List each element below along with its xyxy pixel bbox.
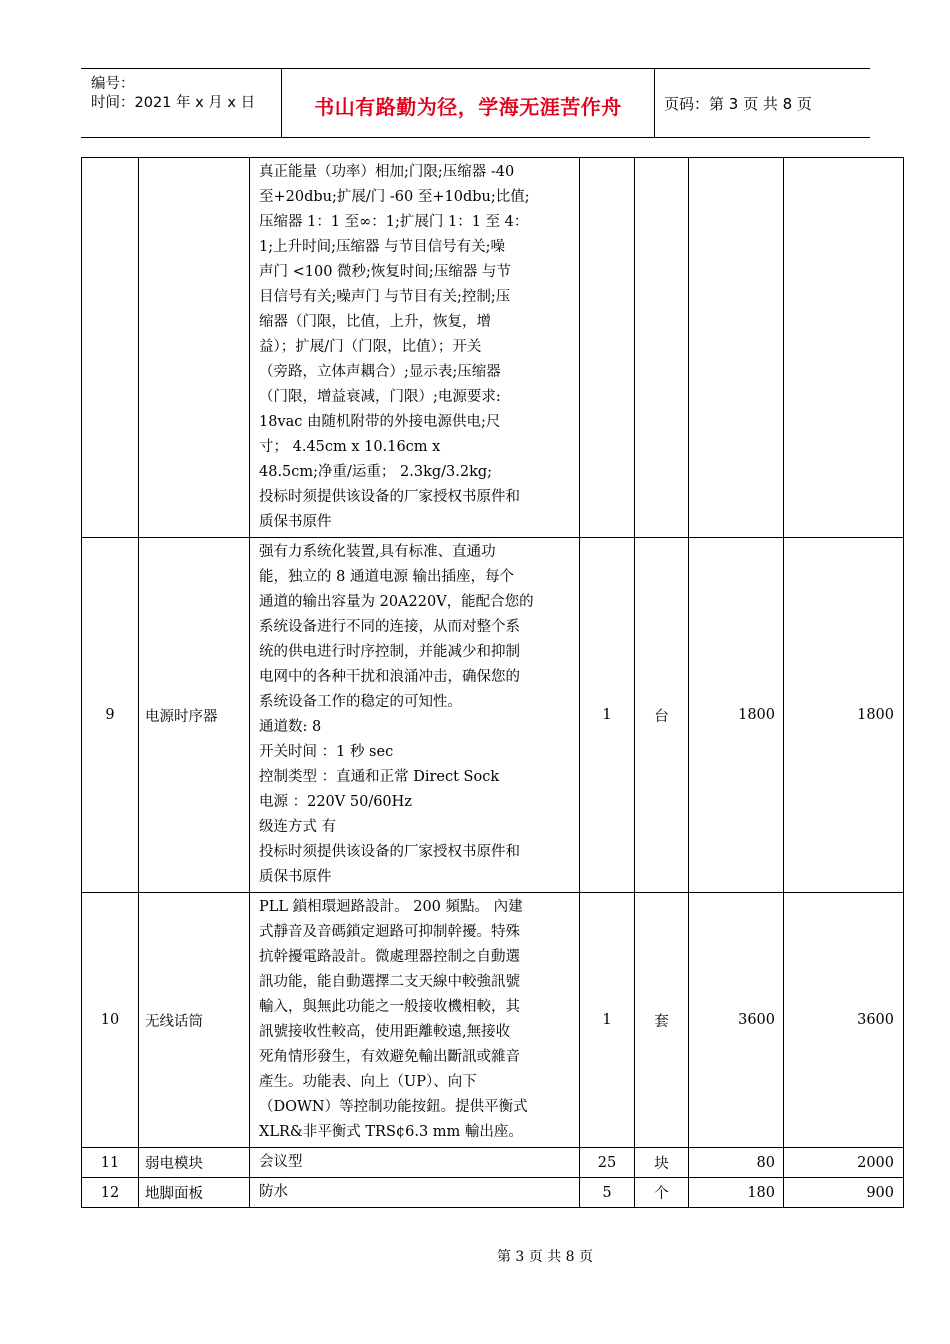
description-line: 死角情形發生，有效避免輸出斷訊或雜音: [259, 1049, 520, 1065]
description-line: 统的供电进行时序控制，并能减少和抑制: [259, 644, 520, 660]
item-quantity-cell: [580, 538, 635, 893]
item-name: 电源时序器: [145, 708, 218, 725]
description-line: 目信号有关;噪声门 与节目有关;控制;压: [259, 289, 511, 305]
description-line: （DOWN）等控制功能按鈕。提供平衡式: [259, 1099, 528, 1115]
row-number: 10: [100, 1012, 120, 1028]
description-line: 声门 <100 微秒;恢复时间;压缩器 与节: [259, 264, 511, 280]
description-line: 1;上升时间;压缩器 与节目信号有关;噪: [259, 239, 505, 255]
description-line: 控制类型 ：直通和正常 Direct Sock: [259, 769, 500, 785]
total-price-cell: [784, 158, 904, 538]
description-line: 48.5cm;净重/运重； 2.3kg/3.2kg;: [259, 464, 493, 480]
item-unit-cell: [635, 1178, 689, 1208]
description-line: 通道数: 8: [259, 719, 322, 735]
description-line: 缩器（门限，比值，上升，恢复，增: [259, 314, 491, 330]
item-description-cell: [250, 893, 580, 1148]
item-quantity: 1: [602, 707, 612, 723]
item-description-cell: [250, 1178, 580, 1208]
item-quantity-cell: [580, 893, 635, 1148]
description-line: 式靜音及音碼鎖定迴路可抑制幹擾。特殊: [259, 924, 520, 940]
total-price-cell: [784, 1178, 904, 1208]
page-footer: [0, 1246, 950, 1266]
row-number: 9: [105, 707, 115, 723]
motto-text: 书山有路勤为径，学海无涯苦作舟: [314, 95, 622, 119]
item-unit-cell: [635, 1148, 689, 1178]
description-line: 真正能量（功率）相加;门限;压缩器 -40: [259, 164, 515, 180]
description-line: 系统设备进行不同的连接，从而对整个系: [259, 619, 520, 635]
item-name-cell: [139, 893, 250, 1148]
item-unit: 块: [654, 1156, 669, 1172]
unit-price-cell: [689, 1148, 784, 1178]
row-number-cell: [82, 1178, 139, 1208]
header-motto-cell: [282, 69, 655, 137]
item-name-cell: [139, 158, 250, 538]
description-line: 抗幹擾電路設計。微處理器控制之自動選: [259, 949, 520, 965]
description-line: 投标时须提供该设备的厂家授权书原件和: [259, 489, 520, 505]
header-page-info: 页码：第 3 页 共 8 页: [664, 95, 812, 113]
total-price: 2000: [857, 1154, 894, 1171]
equipment-table: [81, 157, 904, 1208]
description-line: （旁路，立体声耦合）;显示表;压缩器: [259, 364, 501, 380]
unit-price-cell: [689, 1178, 784, 1208]
item-name-cell: [139, 1148, 250, 1178]
footer-page-number: 第 3 页 共 8 页: [496, 1249, 594, 1265]
description-line: 訊功能，能自動選擇二支天線中較強訊號: [259, 974, 520, 990]
description-line: 訊號接收性較高，使用距離較遠,無接收: [259, 1024, 511, 1040]
serial-label: 编号：: [91, 76, 135, 92]
description-line: 压缩器 1：1 至∞：1;扩展门 1：1 至 4：: [259, 214, 529, 230]
description-line: 强有力系统化装置,具有标准、直通功: [259, 544, 496, 560]
item-name-cell: [139, 1178, 250, 1208]
total-price-cell: [784, 538, 904, 893]
item-quantity-cell: [580, 158, 635, 538]
item-description-cell: [250, 1148, 580, 1178]
unit-price-cell: [689, 893, 784, 1148]
description-line: 质保书原件: [259, 514, 332, 530]
date-line: 时间：2021 年 x 月 x 日: [91, 95, 256, 111]
description-line: 投标时须提供该设备的厂家授权书原件和: [259, 844, 520, 860]
item-quantity: 5: [602, 1184, 612, 1201]
page-header: [81, 68, 870, 138]
description-line: 能，独立的 8 通道电源 输出插座，每个: [259, 569, 515, 585]
item-unit: 套: [654, 1013, 669, 1030]
description-line: 会议型: [259, 1154, 303, 1170]
description-line: 级连方式 有: [259, 819, 337, 835]
table-row: [82, 538, 904, 893]
row-number-cell: [82, 1148, 139, 1178]
item-name: 地脚面板: [145, 1186, 203, 1202]
table-row: [82, 1148, 904, 1178]
unit-price-cell: [689, 158, 784, 538]
description-line: 防水: [259, 1184, 288, 1200]
item-quantity-cell: [580, 1178, 635, 1208]
row-number-cell: [82, 158, 139, 538]
unit-price: 80: [756, 1154, 775, 1171]
table-row: [82, 1178, 904, 1208]
item-unit: 个: [654, 1186, 669, 1202]
item-unit-cell: [635, 893, 689, 1148]
total-price: 900: [866, 1184, 894, 1201]
unit-price-cell: [689, 538, 784, 893]
table-row: [82, 893, 904, 1148]
row-number-cell: [82, 538, 139, 893]
description-line: 寸； 4.45cm x 10.16cm x: [259, 439, 441, 455]
item-name-cell: [139, 538, 250, 893]
row-number: 11: [100, 1154, 120, 1171]
item-unit: 台: [654, 708, 669, 725]
description-line: （门限，增益衰减，门限）;电源要求:: [259, 389, 501, 405]
item-quantity-cell: [580, 1148, 635, 1178]
item-description-cell: [250, 538, 580, 893]
item-description-cell: [250, 158, 580, 538]
unit-price: 1800: [738, 707, 775, 723]
description-line: 质保书原件: [259, 869, 332, 885]
description-line: XLR&非平衡式 TRS¢6.3 mm 輸出座。: [259, 1124, 523, 1140]
total-price-cell: [784, 1148, 904, 1178]
unit-price: 180: [747, 1184, 775, 1201]
description-line: 电网中的各种干扰和浪涌冲击，确保您的: [259, 669, 520, 685]
description-line: 輸入，與無此功能之一般接收機相較，其: [259, 999, 520, 1015]
item-quantity: 25: [597, 1154, 617, 1171]
item-quantity: 1: [602, 1012, 612, 1028]
item-unit-cell: [635, 538, 689, 893]
description-line: 电源 ：220V 50/60Hz: [259, 794, 412, 810]
description-line: PLL 鎖相環迴路設計。 200 頻點。 內建: [259, 899, 523, 915]
description-line: 至+20dbu;扩展/门 -60 至+10dbu;比值;: [259, 189, 530, 205]
description-line: 產生。功能表、向上（UP）、向下: [259, 1074, 477, 1090]
item-name: 弱电模块: [145, 1156, 203, 1172]
description-line: 益）；扩展/门（门限，比值）；开关: [259, 339, 482, 355]
total-price: 1800: [857, 707, 894, 723]
total-price: 3600: [857, 1012, 894, 1028]
description-line: 开关时间 ：1 秒 sec: [259, 744, 394, 760]
item-name: 无线话筒: [145, 1013, 203, 1030]
description-line: 18vac 由随机附带的外接电源供电;尺: [259, 414, 501, 430]
unit-price: 3600: [738, 1012, 775, 1028]
total-price-cell: [784, 893, 904, 1148]
row-number-cell: [82, 893, 139, 1148]
header-meta: [81, 69, 282, 137]
row-number: 12: [100, 1184, 120, 1201]
item-unit-cell: [635, 158, 689, 538]
description-line: 系统设备工作的稳定的可知性。: [259, 694, 462, 710]
table-row: [82, 158, 904, 538]
description-line: 通道的输出容量为 20A220V，能配合您的: [259, 594, 534, 610]
